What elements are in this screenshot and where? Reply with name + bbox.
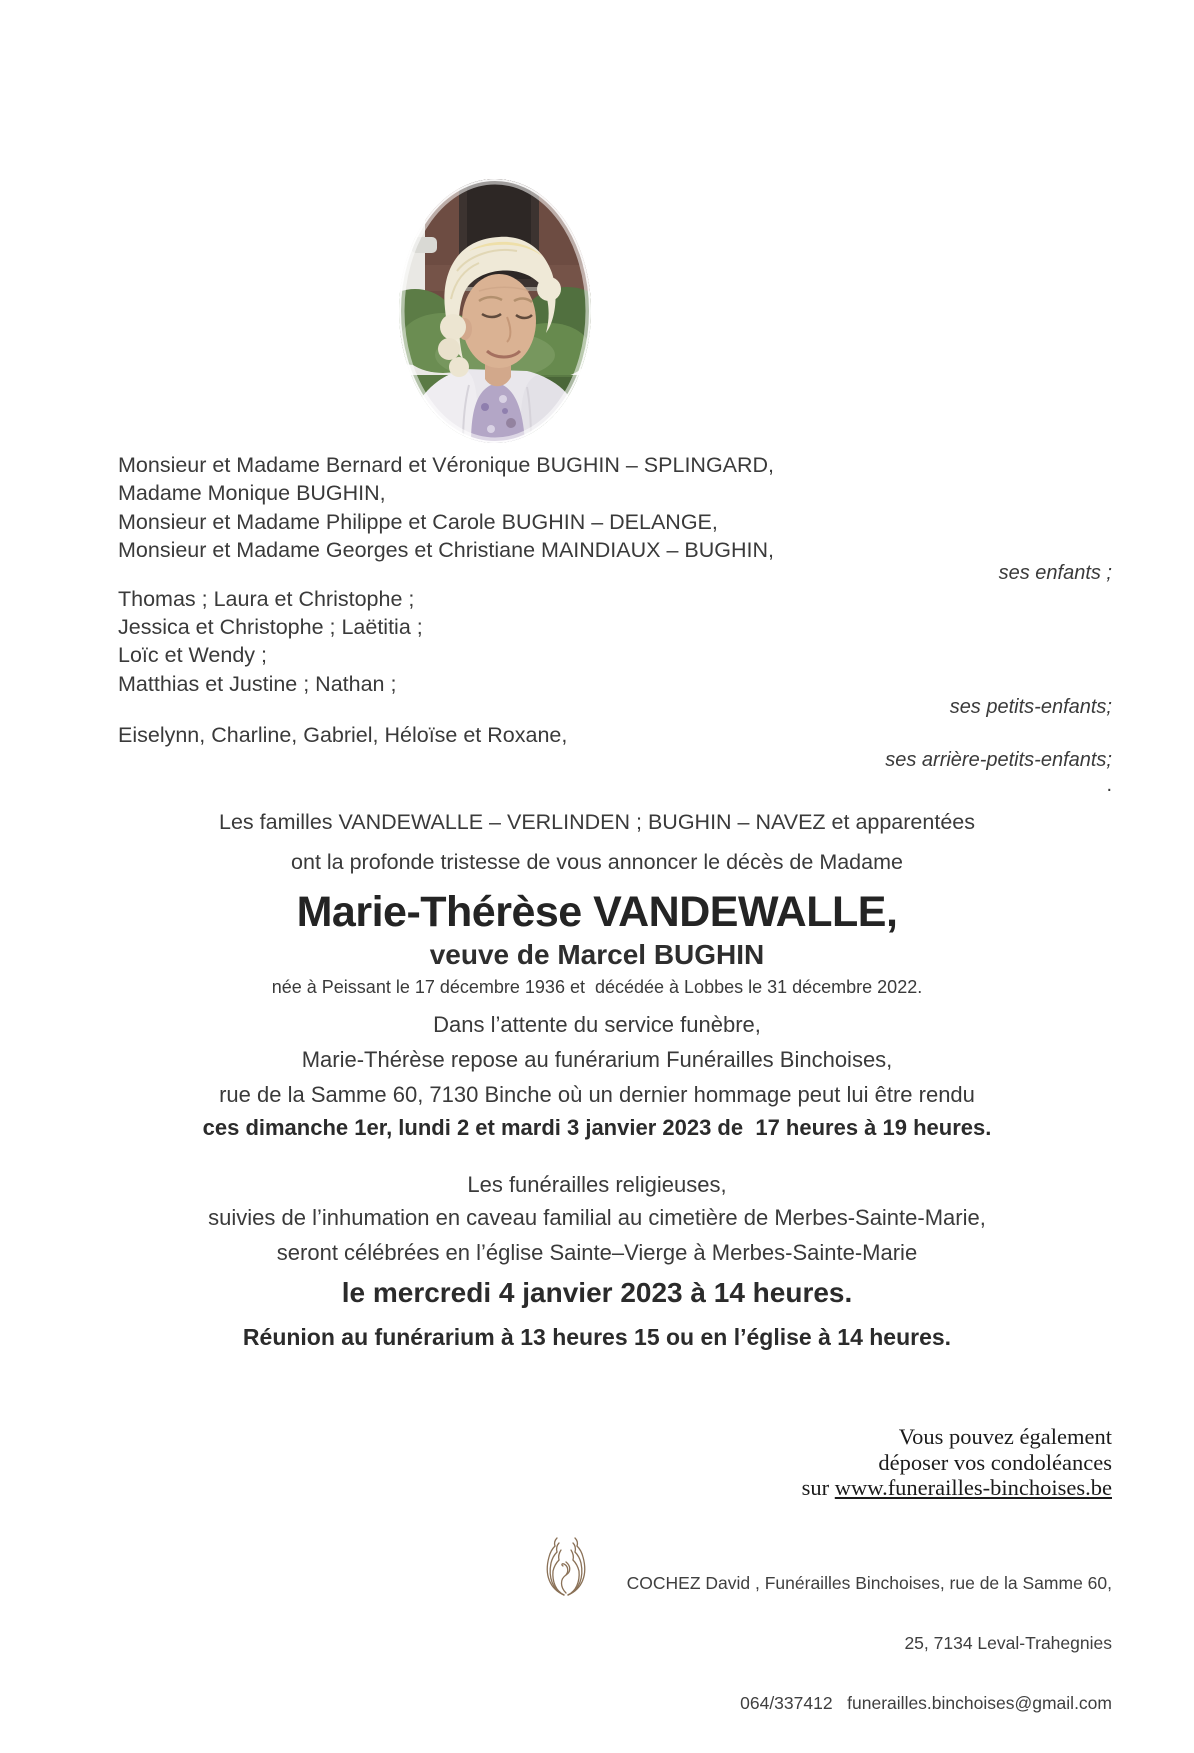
visitation-dates-line: ces dimanche 1er, lundi 2 et mardi 3 janvier 2023 de 17 heures à 19 heures.: [202, 1115, 992, 1140]
condolences-line: Vous pouvez également: [898, 1424, 1112, 1449]
grandchildren-line: Thomas ; Laura et Christophe ;: [118, 587, 415, 611]
visitation-line: rue de la Samme 60, 7130 Binche où un dernier hommage peut lui être rendu: [219, 1082, 975, 1107]
trailing-period: .: [1106, 774, 1112, 796]
portrait-photo-illustration: [399, 179, 591, 443]
children-line: Monsieur et Madame Georges et Christiane MAINDIAUX – BUGHIN,: [118, 538, 774, 562]
children-line: Monsieur et Madame Philippe et Carole BUGHIN – DELANGE,: [118, 510, 718, 534]
families-line: Les familles VANDEWALLE – VERLINDEN ; BUGHIN – NAVEZ et apparentées: [219, 810, 975, 834]
great-grandchildren-line: Eiselynn, Charline, Gabriel, Héloïse et Roxane,: [118, 723, 568, 747]
funeral-line: Les funérailles religieuses,: [467, 1172, 727, 1197]
condolences-link-prefix: sur: [801, 1475, 835, 1500]
footer-contact-line: 064/337412 funerailles.binchoises@gmail.com: [740, 1693, 1112, 1713]
birth-death-line: née à Peissant le 17 décembre 1936 et décédée à Lobbes le 31 décembre 2022.: [271, 977, 923, 997]
footer-contact-line: COCHEZ David , Funérailles Binchoises, rue de la Samme 60,: [626, 1573, 1112, 1593]
funeral-line: suivies de l’inhumation en caveau familial au cimetière de Merbes-Sainte-Marie,: [208, 1205, 986, 1230]
portrait-photo: [399, 179, 591, 443]
visitation-line: Dans l’attente du service funèbre,: [433, 1012, 761, 1037]
sorrow-line: ont la profonde tristesse de vous annoncer le décès de Madame: [291, 850, 903, 874]
footer-contact-line: 25, 7134 Leval-Trahegnies: [904, 1633, 1112, 1653]
condolences-link-line: [612, 1475, 1112, 1501]
grandchildren-line: Matthias et Justine ; Nathan ;: [118, 672, 397, 696]
footer-contact-block: [552, 1533, 1112, 1753]
widow-line: veuve de Marcel BUGHIN: [429, 939, 765, 970]
funeral-date-line: le mercredi 4 janvier 2023 à 14 heures.: [341, 1277, 853, 1308]
funeral-meeting-line: Réunion au funérarium à 13 heures 15 ou en l’église à 14 heures.: [242, 1324, 952, 1350]
children-label: ses enfants ;: [998, 562, 1112, 584]
funeral-line: seront célébrées en l’église Sainte–Vierge à Merbes-Sainte-Marie: [276, 1240, 918, 1265]
children-line: Madame Monique BUGHIN,: [118, 481, 386, 505]
great-grandchildren-label: ses arrière-petits-enfants;: [885, 749, 1112, 771]
condolences-line: déposer vos condoléances: [878, 1449, 1112, 1475]
condolences-website-link[interactable]: www.funerailles-binchoises.be: [834, 1475, 1112, 1500]
condolences-block: [612, 1424, 1112, 1501]
visitation-line: Marie-Thérèse repose au funérarium Funérailles Binchoises,: [301, 1047, 893, 1072]
children-line: Monsieur et Madame Bernard et Véronique BUGHIN – SPLINGARD,: [118, 453, 775, 477]
grandchildren-label: ses petits-enfants;: [949, 696, 1112, 718]
deceased-name: Marie-Thérèse VANDEWALLE,: [296, 888, 898, 936]
grandchildren-line: Loïc et Wendy ;: [118, 643, 267, 667]
grandchildren-line: Jessica et Christophe ; Laëtitia ;: [118, 615, 423, 639]
